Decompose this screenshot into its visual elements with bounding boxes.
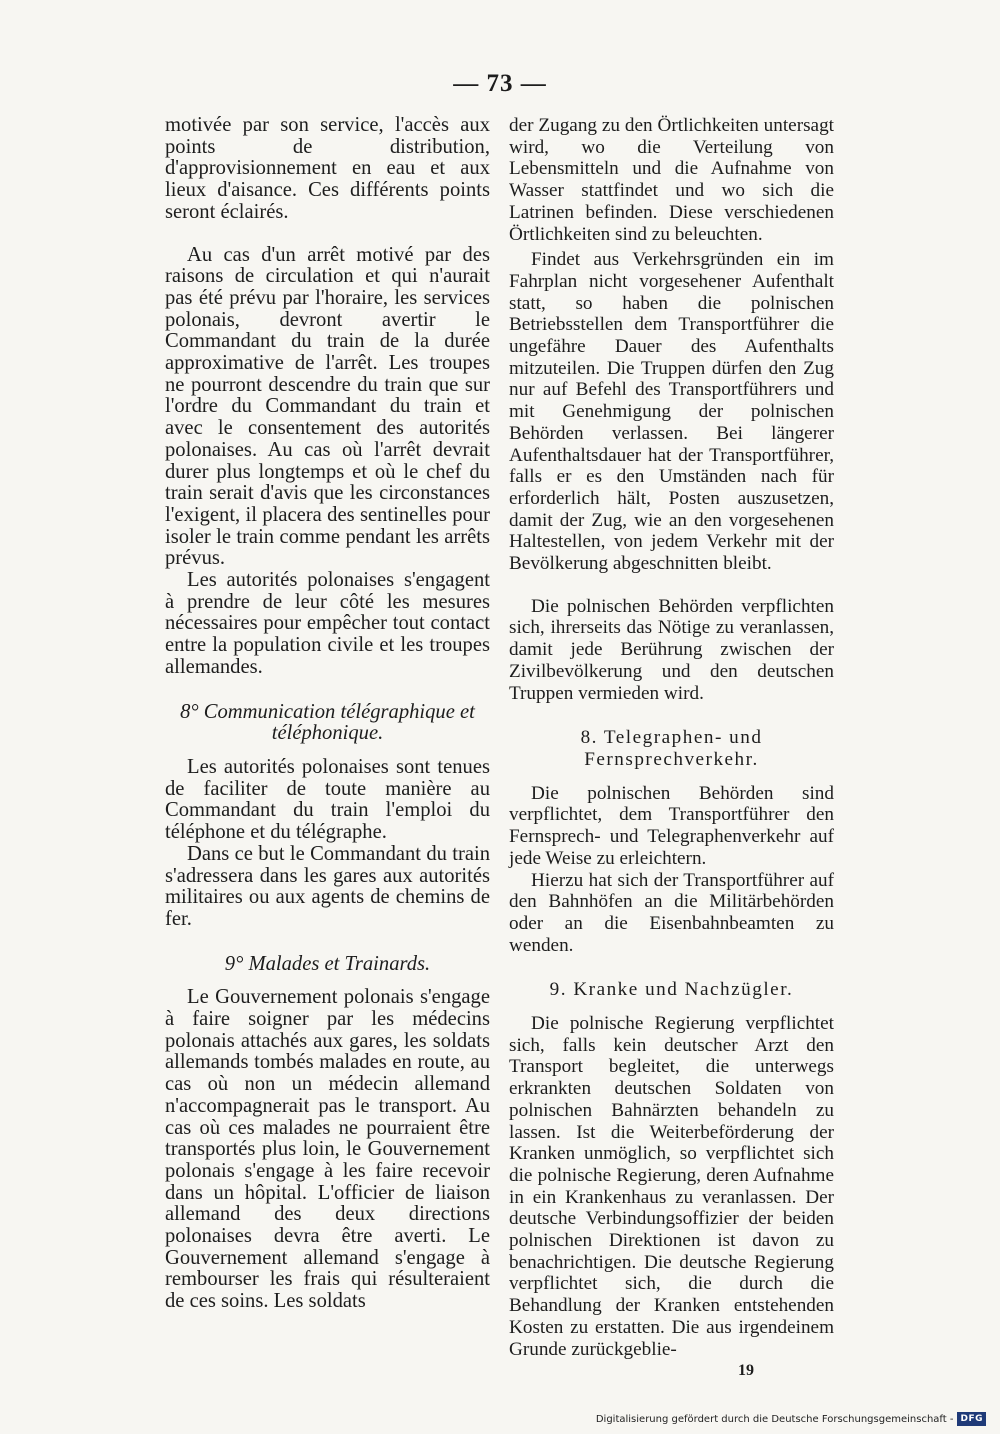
french-paragraph-8b: Dans ce but le Commandant du train s'adressera dans les gares aux autorités militaires ou aux agents de chemins de fer. bbox=[165, 842, 490, 930]
german-paragraph-contact: Die polnischen Behörden verpflichten sich, ihrerseits das Nötige zu veranlassen, damit jede Berührung zwischen der Zivilbevölkerung und den deutschen Truppen vermieden wird. bbox=[509, 595, 834, 704]
german-paragraph-8a: Die polnischen Behörden sind verpflichtet, dem Transportführer den Fernsprech- und Telegraphenverkehr auf jede Weise zu erleichtern. bbox=[509, 782, 834, 869]
french-paragraph-contact: Les autorités polonaises s'engagent à prendre de leur côté les mesures nécessaires pour empêcher tout contact entre la population civile et les troupes allemandes. bbox=[165, 569, 490, 678]
german-paragraph-9: Die polnische Regierung verpflichtet sich, falls kein deutscher Arzt den Transport begleitet, die unterwegs erkrankten deutschen Soldaten von polnischen Bahnärzten behandeln zu lassen. Ist die Weiterbeförderung der Kranken unmöglich, so verpflichtet sich die polnische Regierung, deren Aufnahme in ein Krankenhaus zu veranlassen. Der deutsche Verbindungsoffizier der beiden polnischen Direktionen ist davon zu benachrichtigen. Die deutsche Regierung verpflichtet sich, die durch die Behandlung der Kranken entstehenden Kosten zu erstatten. Die aus irgendeinem Grunde zurückgeblie- bbox=[509, 1013, 834, 1360]
page-number: — 73 — bbox=[453, 70, 547, 97]
dfg-logo: DFG bbox=[957, 1412, 986, 1426]
french-paragraph-stop: Au cas d'un arrêt motivé par des raisons de circulation et qui n'aurait pas été prévu par l'horaire, les services polonais, devront avertir le Commandant du train de la durée approximative de l'arrêt. Les troupes ne pourront descendre du train que sur l'ordre du Commandant du train et avec le consentement des autorités polonaises. Au cas où l'arrêt devrait durer plus longtemps et où le chef du train serait d'avis que les circonstances l'exigent, il placera des sentinelles pour isoler le train comme pendant les arrêts prévus. bbox=[165, 243, 490, 570]
french-paragraph-continued: motivée par son service, l'accès aux points de distribution, d'approvisionnement en eau et aux lieux d'aisance. Ces différents points seront éclairés. bbox=[165, 114, 490, 223]
sheet-signature-mark: 19 bbox=[738, 1362, 754, 1379]
german-paragraph-8b: Hierzu hat sich der Transportführer auf den Bahnhöfen an die Militärbehörden oder an die Eisenbahnbeamten zu wenden. bbox=[509, 869, 834, 956]
french-heading-section-8: 8° Communication télégraphique et téléphonique. bbox=[180, 700, 475, 745]
french-column bbox=[165, 115, 490, 1313]
digitization-footer bbox=[596, 1412, 986, 1426]
german-paragraph-continued: der Zugang zu den Örtlichkeiten untersagt wird, wo die Verteilung von Lebensmitteln und die Aufnahme von Wasser stattfindet und wo sich die Latrinen befinden. Diese verschiedenen Örtlichkeiten sind zu beleuchten. bbox=[509, 115, 834, 245]
french-paragraph-9: Le Gouvernement polonais s'engage à faire soigner par les médecins polonais attachés aux gares, les soldats allemands tombés malades en route, au cas où non un médecin allemand n'accompagnerait pas le transport. Au cas où ces malades ne pourraient être transportés plus loin, le Gouvernement polonais s'engage à les faire recevoir dans un hôpital. L'officier de liaison allemand des deux directions polonaises devra être averti. Le Gouvernement allemand s'engage à rembourser les frais qui résulteraient de ces soins. Les soldats bbox=[165, 986, 490, 1313]
french-paragraph-8a: Les autorités polonaises sont tenues de faciliter de toute manière au Commandant du train l'emploi du téléphone et du télégraphe. bbox=[165, 755, 490, 844]
german-heading-section-8: 8. Telegraphen- und Fernsprechverkehr. bbox=[580, 727, 763, 770]
german-heading-section-9: 9. Kranke und Nachzügler. bbox=[549, 979, 794, 1001]
german-paragraph-stop: Findet aus Verkehrsgründen ein im Fahrplan nicht vorgesehener Aufenthalt statt, so haben die polnischen Betriebsstellen dem Transportführer die ungefähre Dauer des Aufenthalts mitzuteilen. Die Truppen dürfen den Zug nur auf Befehl des Transportführers und mit Genehmigung der polnischen Behörden verlassen. Bei längerer Aufenthaltsdauer hat der Transportführer, falls er es den Umständen nach für erforderlich hält, Posten auszusetzen, damit der Zug, wie an den vorgesehenen Haltestellen, von jedem Verkehr mit der Bevölkerung abgeschnitten bleibt. bbox=[509, 249, 834, 575]
german-column bbox=[509, 115, 834, 1360]
footer-credit-text: Digitalisierung gefördert durch die Deutsche Forschungsgemeinschaft - bbox=[595, 1413, 954, 1425]
french-heading-section-9: 9° Malades et Trainards. bbox=[224, 952, 431, 975]
